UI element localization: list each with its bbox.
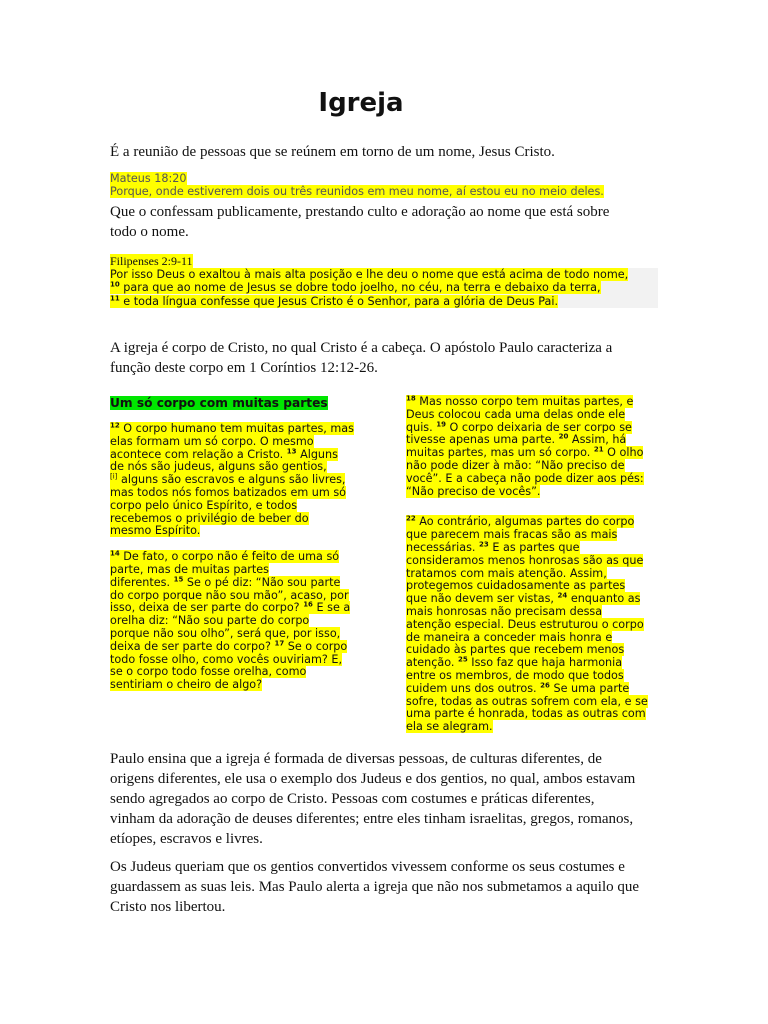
- body-line: origens diferentes, ele usa o exemplo dos Judeus e dos gentios, no qual, ambos estavam: [110, 771, 636, 787]
- left-paragraph-2: $^{14}$ De fato, o corpo não é feito de uma só parte, mas de muitas partes diferentes. $^{15}$ Se o pé diz: “Não sou parte do corpo porque não sou mão”, acaso, por isso, deixa de ser parte do corpo? $^{16}$ E se a orelha diz: “Não sou parte do corpo porque não sou olho”, será que, por isso, deixa de ser parte do corpo? $^{17}$ Se o corpo todo fosse olho, como vocês ouviriam? E, se o corpo todo fosse orelha, como sentiriam o cheiro de algo?: [110, 549, 351, 692]
- page-title: Igreja: [318, 88, 404, 118]
- confess-paragraph: [110, 203, 670, 242]
- verse-10: $^{10}$ para que ao nome de Jesus se dobre todo joelho, no céu, na terra e debaixo da terra,: [110, 280, 601, 295]
- left-paragraph-1: $^{12}$ O corpo humano tem muitas partes, mas elas formam um só corpo. O mesmo acontece com relação a Cristo. $^{13}$ Alguns de nós são judeus, alguns são gentios, [i] alguns são escravos e alguns são livres, mas todos nós fomos batizados em um só corpo pelo único Espírito, e todos recebemos o privilégio de beber do mesmo Espírito.: [110, 421, 354, 538]
- body-line-1: A igreja é corpo de Cristo, no qual Cristo é a cabeça. O apóstolo Paulo caracteriza a: [110, 340, 613, 356]
- body-line: Os Judeus queriam que os gentios convertidos vivessem conforme os seus costumes e: [110, 859, 625, 875]
- body-line: Cristo nos libertou.: [110, 899, 226, 915]
- verse-11: $^{11}$ e toda língua confesse que Jesus Cristo é o Senhor, para a glória de Deus Pai.: [110, 294, 559, 308]
- footnote-marker: [i]: [110, 472, 118, 481]
- body-paragraph-2: [110, 749, 670, 849]
- body-paragraph-3: [110, 857, 670, 917]
- scripture-verses: [110, 268, 658, 308]
- section-heading: Um só corpo com muitas partes: [110, 396, 328, 410]
- scripture-quote-filipenses: [110, 254, 658, 308]
- right-column: [406, 396, 662, 734]
- body-line: etíopes, escravos e livres.: [110, 831, 263, 847]
- verse-9: Por isso Deus o exaltou à mais alta posição e lhe deu o nome que está acima de todo nome,: [110, 268, 629, 281]
- confess-line-2: todo o nome.: [110, 223, 189, 240]
- intro-paragraph: É a reunião de pessoas que se reúnem em torno de um nome, Jesus Cristo.: [110, 144, 555, 160]
- confess-line-1: Que o confessam publicamente, prestando culto e adoração ao nome que está sobre: [110, 204, 610, 220]
- scripture-text: Porque, onde estiverem dois ou três reunidos em meu nome, aí estou eu no meio deles.: [110, 184, 604, 198]
- body-paragraph-1: [110, 339, 670, 378]
- body-line: guardassem as suas leis. Mas Paulo alerta a igreja que não nos submetamos a aquilo que: [110, 879, 640, 895]
- left-column: [110, 396, 370, 692]
- right-paragraph-2: $^{22}$ Ao contrário, algumas partes do corpo que parecem mais fracas são as mais necessárias. $^{23}$ E as partes que consideramos menos honrosas são as que tratamos com mais atenção. Assim, protegemos cuidadosamente as partes que não devem ser vistas, $^{24}$ enquanto as mais honrosas não precisam dessa atenção especial. Deus estruturou o corpo de maneira a conceder mais honra e cuidado às partes que recebem menos atenção. $^{25}$ Isso faz que haja harmonia entre os membros, de modo que todos cuidem uns dos outros. $^{26}$ Se uma parte sofre, todas as outras sofrem com ela, e se uma parte é honrada, todas as outras com ela se alegram.: [406, 514, 648, 734]
- scripture-quote-mateus: [110, 173, 670, 199]
- body-line: vinham da adoração de deuses diferentes; entre eles tinham israelitas, gregos, romanos,: [110, 811, 634, 827]
- body-line: sendo agregados ao corpo de Cristo. Pessoas com costumes e práticas diferentes,: [110, 791, 595, 807]
- scripture-citation: Mateus 18:20: [110, 172, 187, 185]
- scripture-citation: Filipenses 2:9-11: [110, 254, 193, 268]
- body-line: Paulo ensina que a igreja é formada de diversas pessoas, de culturas diferentes, de: [110, 751, 602, 767]
- body-line-2: função deste corpo em 1 Coríntios 12:12-26.: [110, 359, 378, 376]
- right-paragraph-1: $^{18}$ Mas nosso corpo tem muitas partes, e Deus colocou cada uma delas onde ele quis. $^{19}$ O corpo deixaria de ser corpo se tivesse apenas uma parte. $^{20}$ Assim, há muitas partes, mas um só corpo. $^{21}$ O olho não pode dizer à mão: “Não preciso de você”. E a cabeça não pode dizer aos pés: “Não preciso de vocês”.: [406, 394, 644, 498]
